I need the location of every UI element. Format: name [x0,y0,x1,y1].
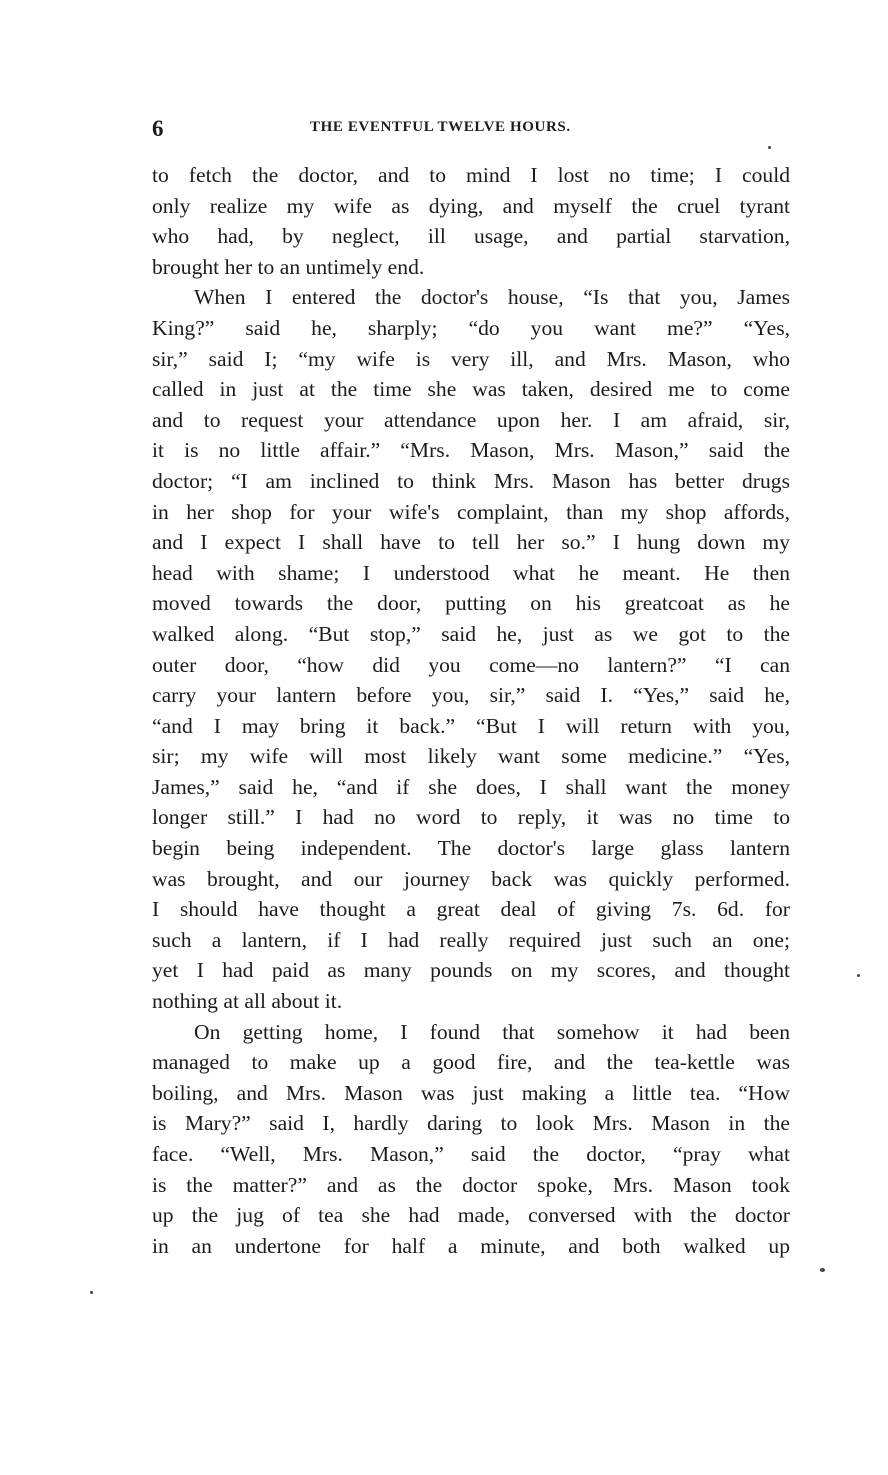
text-line: sir,” said I; “my wife is very ill, and Mrs. Mason, who [152,346,790,371]
text-line: is the matter?” and as the doctor spoke, Mrs. Mason took [152,1172,790,1197]
text-line: head with shame; I understood what he meant. He then [152,560,790,585]
text-line: is Mary?” said I, hardly daring to look Mrs. Mason in the [152,1111,790,1136]
text-line: called in just at the time she was taken, desired me to come [152,377,790,402]
text-line: it is no little affair.” “Mrs. Mason, Mrs. Mason,” said the [152,438,790,463]
text-line: such a lantern, if I had really required just such an one; [152,927,790,952]
text-line: in an undertone for half a minute, and both walked up [152,1233,790,1258]
text-line: James,” said he, “and if she does, I shall want the money [152,774,790,799]
text-line: “and I may bring it back.” “But I will return with you, [152,713,790,738]
text-line: carry your lantern before you, sir,” said I. “Yes,” said he, [152,683,790,708]
text-line: was brought, and our journey back was quickly performed. [152,866,790,891]
print-speck [857,974,860,977]
text-line: in her shop for your wife's complaint, than my shop affords, [152,499,790,524]
text-line: and I expect I shall have to tell her so.” I hung down my [152,530,790,555]
text-line: sir; my wife will most likely want some medicine.” “Yes, [152,744,790,769]
text-line: I should have thought a great deal of giving 7s. 6d. for [152,897,790,922]
text-line: King?” said he, sharply; “do you want me?” “Yes, [152,315,790,340]
text-line: walked along. “But stop,” said he, just as we got to the [152,621,790,646]
text-line: outer door, “how did you come—no lantern?” “I can [152,652,790,677]
text-line: nothing at all about it. [152,989,343,1014]
text-line: begin being independent. The doctor's large glass lantern [152,836,790,861]
text-line: When I entered the doctor's house, “Is that you, James [194,285,790,310]
text-line: doctor; “I am inclined to think Mrs. Mason has better drugs [152,468,790,493]
print-speck [90,1291,93,1294]
running-head [152,116,792,142]
text-line: who had, by neglect, ill usage, and partial starvation, [152,224,790,249]
page-number: 6 [152,116,164,141]
running-title: THE EVENTFUL TWELVE HOURS. [310,119,571,135]
text-line: yet I had paid as many pounds on my scores, and thought [152,958,790,983]
text-line: longer still.” I had no word to reply, it was no time to [152,805,790,830]
text-line: up the jug of tea she had made, conversed with the doctor [152,1203,790,1228]
text-line: to fetch the doctor, and to mind I lost no time; I could [152,163,790,187]
text-line: brought her to an untimely end. [152,254,425,279]
text-line: only realize my wife as dying, and myself the cruel tyrant [152,193,790,218]
text-line: managed to make up a good fire, and the tea-kettle was [152,1050,790,1075]
print-speck [768,146,771,149]
text-line: and to request your attendance upon her. I am afraid, sir, [152,407,790,432]
text-line: moved towards the door, putting on his greatcoat as he [152,591,790,616]
print-speck [820,1268,825,1272]
text-line: boiling, and Mrs. Mason was just making a little tea. “How [152,1080,790,1105]
text-line: face. “Well, Mrs. Mason,” said the doctor, “pray what [152,1142,790,1166]
text-line: On getting home, I found that somehow it had been [194,1019,790,1044]
body-text [152,160,790,1261]
